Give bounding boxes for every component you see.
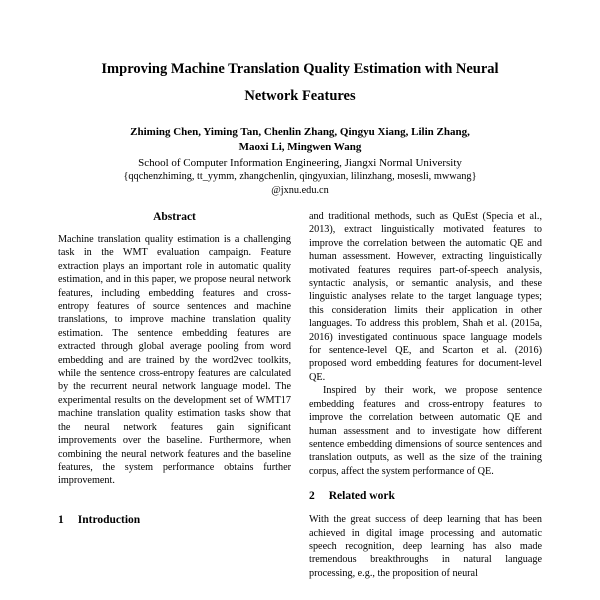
section-title: Related work bbox=[328, 490, 395, 503]
two-column-body bbox=[58, 210, 542, 580]
paper-title-line1: Improving Machine Translation Quality Estimation with Neural bbox=[101, 61, 499, 77]
paper-title-line2: Network Features bbox=[244, 88, 356, 104]
section-number: 1 bbox=[58, 513, 64, 526]
email-addresses: {qqchenzhiming, tt_yymm, zhangchenlin, qingyuxian, lilinzhang, mosesli, mwwang} bbox=[123, 171, 477, 182]
right-column bbox=[309, 210, 542, 580]
author-line2: Maoxi Li, Mingwen Wang bbox=[238, 141, 362, 153]
abstract-text: Machine translation quality estimation is a challenging task in the WMT evaluation campaign. Feature extraction plays an important role in automatic quality estimation, and in this paper, we propose neural network features, including embedding features and cross-entropy features of source sentences and machine translations, to improve machine translation quality estimation. The sentence embedding features are extracted through global average pooling from word embedding and are trained by the word2vec toolkits, while the sentence cross-entropy features are calculated by the recurrent neural network language model. The experimental results on the development set of WMT17 machine translation quality estimation tasks show that the neural network features gain significant improvements over the baseline. Furthermore, when combining the neural network features and the baseline features, the system performance obtains further improvement. bbox=[58, 234, 291, 487]
section-heading-introduction bbox=[58, 513, 291, 528]
left-column bbox=[58, 210, 291, 528]
body-paragraph: and traditional methods, such as QuEst (Specia et al., 2013), extract linguistically motivated features to improve the correlation between the automatic QE and human assessment. However, extracting linguistically motivated features requires part-of-speech analysis, syntactic analysis, or semantic analysis, and these linguistic analyses relate to the target language types; this consideration limits their application in other languages. To address this problem, Shah et al. (2015a, 2016) investigated continuous space language models for sentence-level QE, and Scarton et al. (2016) proposed word embedding features for document-level QE. bbox=[309, 211, 542, 383]
section-number: 2 bbox=[309, 490, 315, 503]
abstract-heading: Abstract bbox=[153, 211, 196, 223]
section-title: Introduction bbox=[77, 513, 141, 526]
paper-title bbox=[58, 56, 542, 110]
section-heading-related-work bbox=[309, 489, 542, 504]
email-block bbox=[58, 170, 542, 197]
body-paragraph: With the great success of deep learning that has been achieved in digital image processing and automatic speech recognition, deep learning has also made tremendous breakthroughs in natural language processing, e.g., the proposition of neural bbox=[309, 514, 542, 579]
affiliation: School of Computer Information Engineering, Jiangxi Normal University bbox=[138, 157, 462, 169]
author-line1: Zhiming Chen, Yiming Tan, Chenlin Zhang, Qingyu Xiang, Lilin Zhang, bbox=[130, 126, 470, 138]
email-domain: @jxnu.edu.cn bbox=[271, 184, 329, 196]
body-paragraph: Inspired by their work, we propose sentence embedding features and cross-entropy features to improve the correlation between automatic QE and human assessment and to investigate how different sentence embedding dimensions of source sentences and translation outputs, as well as the size of the training corpus, affect the system performance of QE. bbox=[309, 385, 542, 477]
author-list bbox=[58, 125, 542, 155]
